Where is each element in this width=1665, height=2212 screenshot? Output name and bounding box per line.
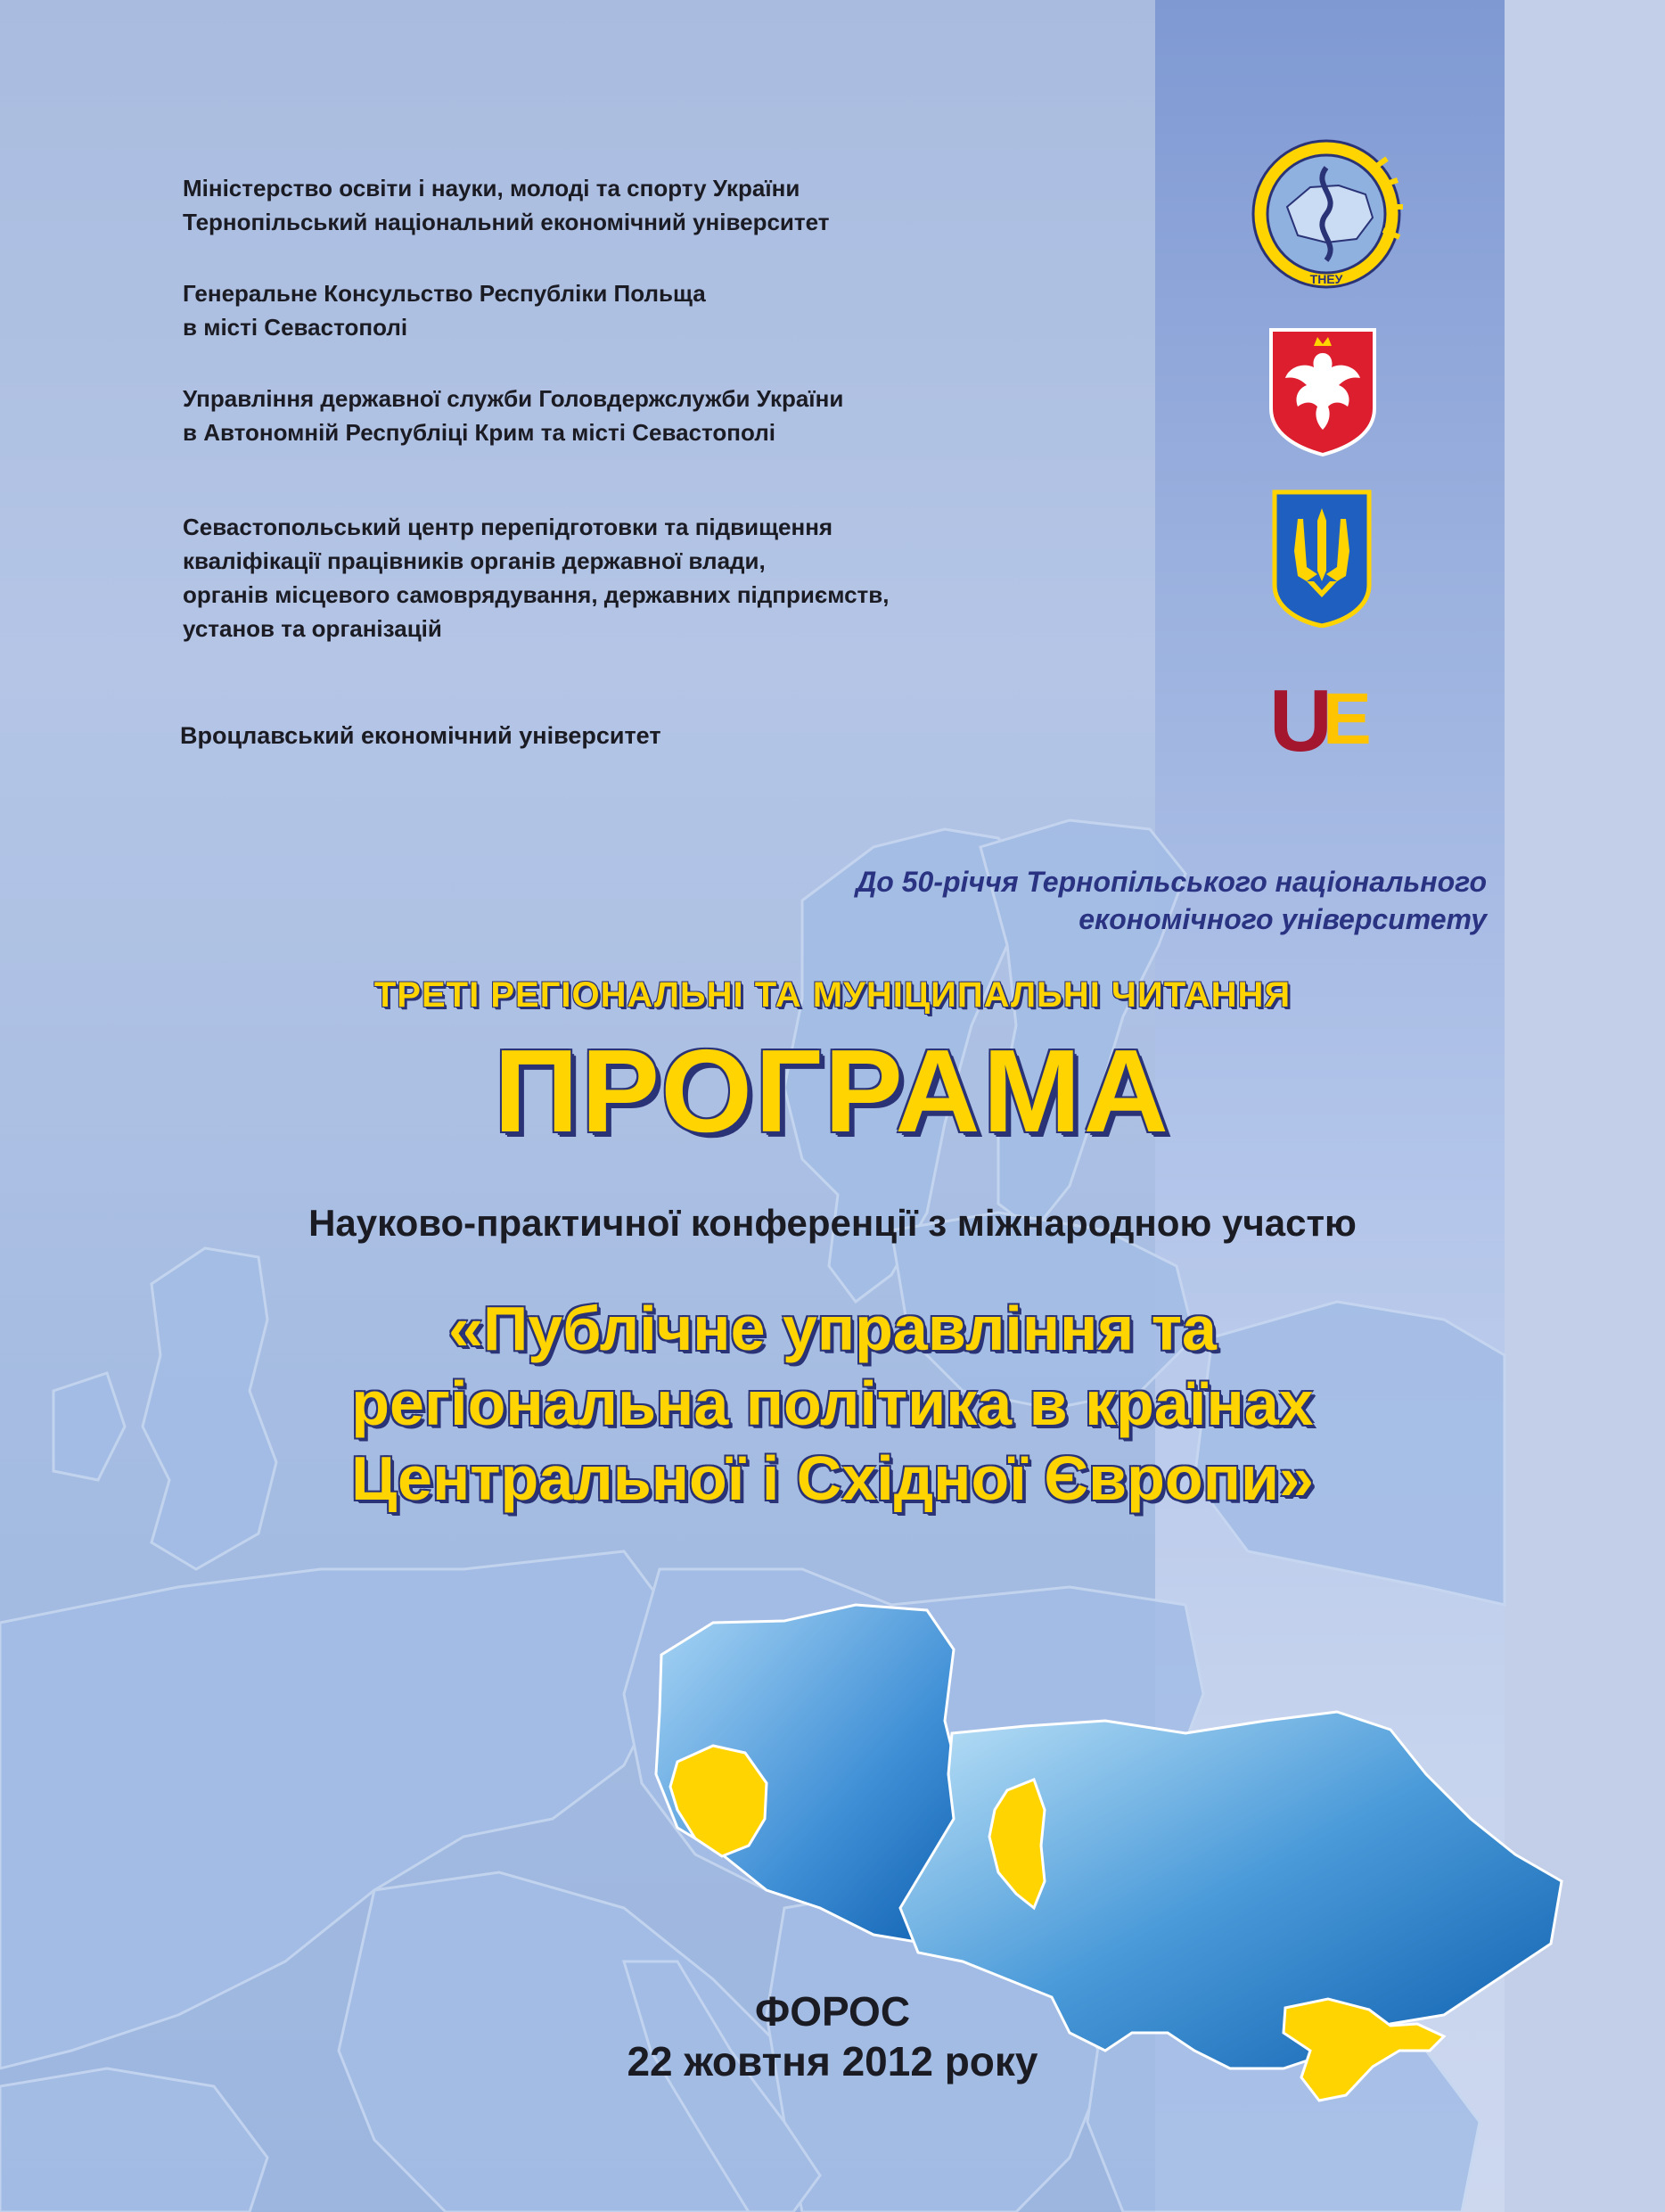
- org-consulate: [183, 276, 706, 344]
- org-civil-service: [183, 382, 843, 449]
- ue-letter-u: U: [1269, 671, 1333, 761]
- org-line: Севастопольський центр перепідготовки та підвищення: [183, 514, 833, 540]
- org-line: Міністерство освіти і науки, молоді та спорту України: [183, 175, 800, 201]
- event-date: 22 жовтня 2012 року: [627, 2038, 1038, 2085]
- place-and-date: [0, 1986, 1665, 2086]
- anniversary-note: [856, 863, 1487, 938]
- tneu-label: ТНЕУ: [1309, 272, 1343, 286]
- org-line: в місті Севастополі: [183, 314, 408, 341]
- ue-letter-e: E: [1323, 678, 1372, 760]
- org-line: органів місцевого самоврядування, державних підприємств,: [183, 581, 890, 608]
- org-line: Тернопільський національний економічний університет: [183, 209, 830, 235]
- anniversary-line-1: До 50-річчя Тернопільського національного: [856, 866, 1487, 898]
- conference-title-line-1: «Публічне управління та: [448, 1294, 1217, 1363]
- university-emblem-icon: [1241, 132, 1415, 298]
- org-line: установ та організацій: [183, 615, 442, 642]
- wroclaw-university-logo: [1266, 669, 1383, 761]
- org-wroclaw-university: [180, 719, 661, 752]
- org-line: в Автономній Республіці Крим та місті Севастополі: [183, 419, 775, 446]
- conference-title-line-2: регіональна політика в країнах: [351, 1369, 1314, 1438]
- org-training-center: [183, 510, 890, 646]
- conference-title: [0, 1291, 1665, 1516]
- org-line: Управління державної служби Головдержслужби України: [183, 385, 844, 412]
- program-title: ПРОГРАМА: [494, 1025, 1171, 1156]
- org-line: Вроцлавський економічний університет: [180, 722, 661, 749]
- tryzub-coat-of-arms-icon: [1271, 489, 1373, 628]
- anniversary-line-2: економічного університету: [1079, 903, 1487, 935]
- readings-title: ТРЕТІ РЕГІОНАЛЬНІ ТА МУНІЦИПАЛЬНІ ЧИТАННЯ: [373, 975, 1292, 1015]
- org-line: кваліфікації працівників органів державної влади,: [183, 547, 766, 574]
- location: ФОРОС: [754, 1988, 911, 2035]
- org-ministry: [183, 171, 830, 239]
- conference-subtitle: Науково-практичної конференції з міжнародною участю: [308, 1202, 1357, 1244]
- conference-title-line-3: Центральної і Східної Європи»: [351, 1443, 1314, 1513]
- white-eagle-coat-of-arms-icon: [1267, 326, 1378, 456]
- org-line: Генеральне Консульство Республіки Польща: [183, 280, 706, 307]
